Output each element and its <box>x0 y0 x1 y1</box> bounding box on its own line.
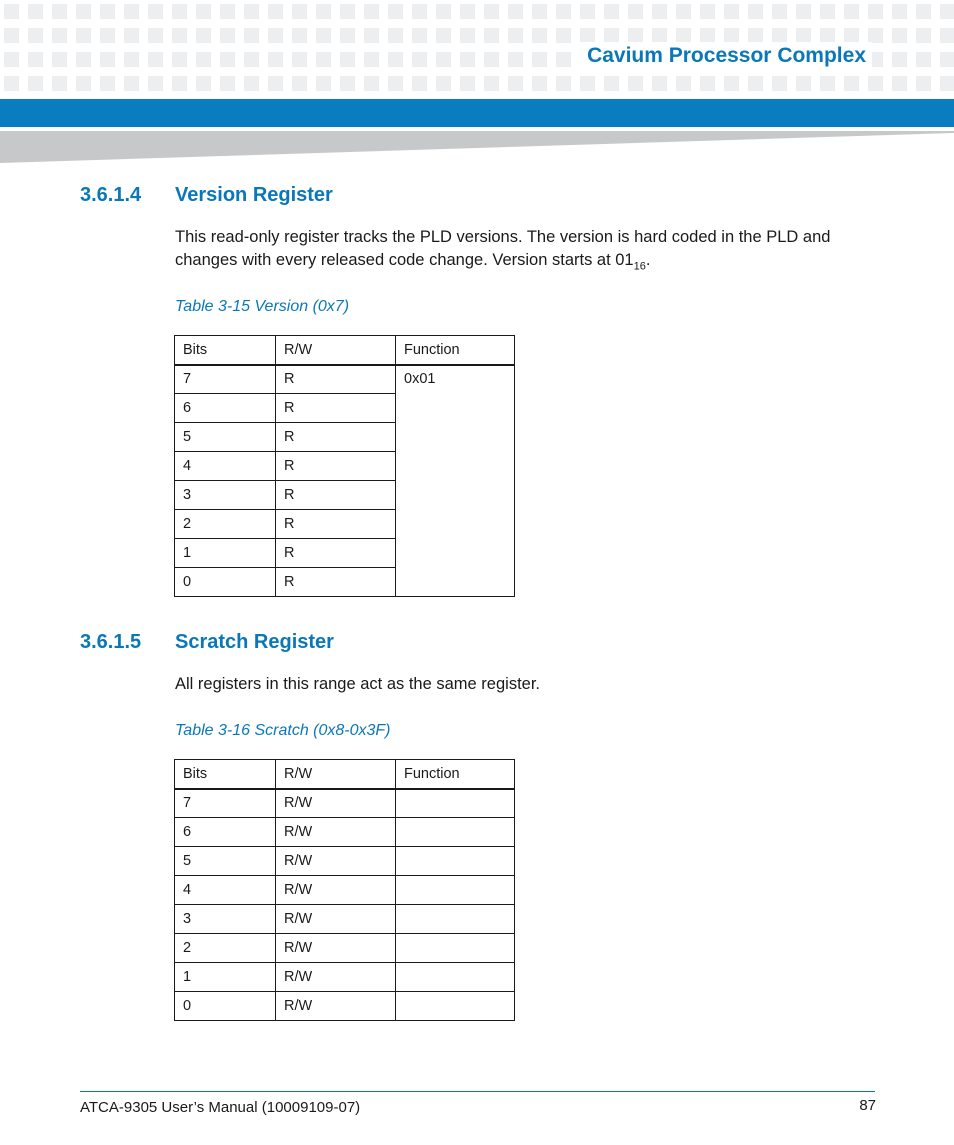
bit-cell: 2 <box>175 510 276 539</box>
pattern-square <box>892 52 907 67</box>
bit-cell: 2 <box>175 934 276 963</box>
pattern-square <box>244 76 259 91</box>
table-row <box>175 847 515 876</box>
section-title: Scratch Register <box>175 631 334 653</box>
pattern-square <box>796 4 811 19</box>
pattern-square <box>700 28 715 43</box>
function-cell <box>396 818 515 847</box>
rw-cell: R/W <box>276 963 396 992</box>
pattern-square <box>436 52 451 67</box>
function-cell <box>396 789 515 818</box>
rw-cell: R/W <box>276 934 396 963</box>
pattern-square <box>52 4 67 19</box>
section-title: Version Register <box>175 184 333 206</box>
pattern-square <box>820 4 835 19</box>
pattern-square <box>124 4 139 19</box>
pattern-square <box>724 4 739 19</box>
rw-cell: R <box>276 510 396 539</box>
table-header-row <box>175 760 515 789</box>
rw-cell: R <box>276 365 396 394</box>
pattern-square <box>436 28 451 43</box>
pattern-square <box>724 76 739 91</box>
pattern-square <box>412 28 427 43</box>
pattern-square <box>148 4 163 19</box>
pattern-square <box>4 52 19 67</box>
rw-cell: R/W <box>276 876 396 905</box>
pattern-square <box>892 4 907 19</box>
table-row <box>175 934 515 963</box>
bit-cell: 0 <box>175 568 276 597</box>
pattern-square <box>676 28 691 43</box>
pattern-square <box>940 76 954 91</box>
pattern-square <box>412 76 427 91</box>
pattern-square <box>388 28 403 43</box>
pattern-square <box>268 4 283 19</box>
scratch-table <box>174 759 515 1021</box>
pattern-square <box>460 76 475 91</box>
pattern-square <box>940 52 954 67</box>
pattern-square <box>28 52 43 67</box>
pattern-square <box>916 52 931 67</box>
pattern-square <box>244 4 259 19</box>
pattern-square <box>52 52 67 67</box>
pattern-square <box>436 4 451 19</box>
pattern-square <box>196 76 211 91</box>
pattern-square <box>364 76 379 91</box>
footer-rule <box>80 1091 875 1092</box>
rw-cell: R <box>276 452 396 481</box>
pattern-square <box>4 4 19 19</box>
table-row <box>175 789 515 818</box>
pattern-square <box>532 52 547 67</box>
pattern-square <box>916 76 931 91</box>
table-row <box>175 992 515 1021</box>
pattern-square <box>580 4 595 19</box>
table-caption-scratch: Table 3-16 Scratch (0x8-0x3F) <box>175 722 391 739</box>
pattern-square <box>52 28 67 43</box>
pattern-square <box>676 4 691 19</box>
function-cell <box>396 934 515 963</box>
pattern-square <box>532 4 547 19</box>
pattern-square <box>652 76 667 91</box>
pattern-square <box>100 28 115 43</box>
pattern-square <box>364 52 379 67</box>
pattern-square <box>388 52 403 67</box>
pattern-square <box>244 52 259 67</box>
pattern-square <box>76 4 91 19</box>
pattern-square <box>604 28 619 43</box>
pattern-square <box>292 4 307 19</box>
pattern-square <box>580 76 595 91</box>
table-header-row <box>175 336 515 365</box>
pattern-square <box>796 28 811 43</box>
pattern-square <box>556 28 571 43</box>
pattern-square <box>676 76 691 91</box>
header-rw: R/W <box>276 336 396 365</box>
bit-cell: 3 <box>175 905 276 934</box>
function-cell <box>396 992 515 1021</box>
header-rw: R/W <box>276 760 396 789</box>
pattern-square <box>220 4 235 19</box>
pattern-square <box>652 28 667 43</box>
chapter-title: Cavium Processor Complex <box>579 42 872 70</box>
bit-cell: 4 <box>175 876 276 905</box>
pattern-square <box>124 76 139 91</box>
pattern-square <box>484 4 499 19</box>
pattern-square <box>580 28 595 43</box>
rw-cell: R <box>276 423 396 452</box>
pattern-square <box>820 28 835 43</box>
version-description <box>175 226 855 278</box>
pattern-square <box>316 28 331 43</box>
rw-cell: R/W <box>276 789 396 818</box>
pattern-square <box>844 4 859 19</box>
pattern-square <box>868 4 883 19</box>
pattern-square <box>28 28 43 43</box>
pattern-square <box>556 76 571 91</box>
pattern-square <box>508 52 523 67</box>
pattern-square <box>748 28 763 43</box>
footer-manual-title: ATCA-9305 User’s Manual (10009109-07) <box>80 1099 361 1116</box>
bit-cell: 6 <box>175 394 276 423</box>
pattern-square <box>148 28 163 43</box>
pattern-square <box>124 52 139 67</box>
pattern-square <box>196 4 211 19</box>
bit-cell: 0 <box>175 992 276 1021</box>
pattern-square <box>556 4 571 19</box>
table-row <box>175 963 515 992</box>
pattern-square <box>532 28 547 43</box>
bit-cell: 5 <box>175 847 276 876</box>
pattern-square <box>748 4 763 19</box>
bit-cell: 6 <box>175 818 276 847</box>
pattern-square <box>628 76 643 91</box>
pattern-square <box>532 76 547 91</box>
pattern-square <box>220 28 235 43</box>
pattern-square <box>340 4 355 19</box>
pattern-square <box>556 52 571 67</box>
header-function: Function <box>396 336 515 365</box>
pattern-square <box>436 76 451 91</box>
pattern-square <box>316 52 331 67</box>
pattern-square <box>388 76 403 91</box>
pattern-square <box>388 4 403 19</box>
pattern-square <box>172 52 187 67</box>
pattern-square <box>124 28 139 43</box>
pattern-square <box>940 28 954 43</box>
section-number: 3.6.1.5 <box>80 631 142 653</box>
pattern-square <box>172 76 187 91</box>
pattern-square <box>628 28 643 43</box>
pattern-square <box>700 76 715 91</box>
bit-cell: 4 <box>175 452 276 481</box>
scratch-description: All registers in this range act as the same register. <box>175 675 540 693</box>
pattern-square <box>148 52 163 67</box>
rw-cell: R/W <box>276 818 396 847</box>
pattern-square <box>844 28 859 43</box>
pattern-square <box>52 76 67 91</box>
pattern-square <box>28 4 43 19</box>
pattern-square <box>796 76 811 91</box>
header-wedge <box>0 131 954 163</box>
function-cell: 0x01 <box>396 365 515 597</box>
pattern-square <box>76 76 91 91</box>
rw-cell: R <box>276 394 396 423</box>
version-table <box>174 335 515 597</box>
bit-cell: 1 <box>175 539 276 568</box>
function-cell <box>396 963 515 992</box>
header-band <box>0 99 954 127</box>
table-caption-version: Table 3-15 Version (0x7) <box>175 298 350 315</box>
pattern-square <box>100 4 115 19</box>
pattern-square <box>412 52 427 67</box>
pattern-square <box>220 76 235 91</box>
pattern-square <box>196 52 211 67</box>
pattern-square <box>748 76 763 91</box>
pattern-square <box>772 76 787 91</box>
header-function: Function <box>396 760 515 789</box>
section-heading-scratch <box>80 631 334 654</box>
pattern-square <box>460 4 475 19</box>
pattern-square <box>364 28 379 43</box>
pattern-square <box>460 28 475 43</box>
bit-cell: 5 <box>175 423 276 452</box>
description-text: This read-only register tracks the PLD versions. The version is hard coded in the PLD and changes with every released code change. Version starts at 01 <box>175 228 831 269</box>
pattern-square <box>772 4 787 19</box>
pattern-square <box>916 4 931 19</box>
function-cell <box>396 876 515 905</box>
rw-cell: R <box>276 481 396 510</box>
pattern-square <box>460 52 475 67</box>
pattern-square <box>508 76 523 91</box>
pattern-square <box>148 76 163 91</box>
pattern-square <box>220 52 235 67</box>
pattern-square <box>604 4 619 19</box>
pattern-square <box>244 28 259 43</box>
pattern-square <box>316 4 331 19</box>
table-row <box>175 818 515 847</box>
pattern-square <box>700 4 715 19</box>
pattern-square <box>4 28 19 43</box>
pattern-square <box>892 28 907 43</box>
pattern-square <box>484 52 499 67</box>
pattern-square <box>268 76 283 91</box>
pattern-square <box>940 4 954 19</box>
pattern-square <box>172 4 187 19</box>
pattern-square <box>508 4 523 19</box>
pattern-square <box>196 28 211 43</box>
pattern-square <box>268 52 283 67</box>
pattern-square <box>172 28 187 43</box>
rw-cell: R/W <box>276 905 396 934</box>
pattern-square <box>76 28 91 43</box>
pattern-square <box>340 52 355 67</box>
header-bits: Bits <box>175 336 276 365</box>
section-heading-version <box>80 184 333 207</box>
pattern-square <box>892 76 907 91</box>
description-subscript: 16 <box>633 260 646 273</box>
pattern-square <box>100 76 115 91</box>
bit-cell: 1 <box>175 963 276 992</box>
pattern-square <box>268 28 283 43</box>
page-number: 87 <box>859 1097 876 1114</box>
pattern-square <box>484 28 499 43</box>
pattern-square <box>76 52 91 67</box>
pattern-square <box>772 28 787 43</box>
pattern-square <box>844 76 859 91</box>
pattern-square <box>484 76 499 91</box>
pattern-square <box>292 52 307 67</box>
function-cell <box>396 905 515 934</box>
pattern-square <box>820 76 835 91</box>
pattern-square <box>340 28 355 43</box>
pattern-square <box>4 76 19 91</box>
pattern-square <box>724 28 739 43</box>
function-cell <box>396 847 515 876</box>
table-row <box>175 905 515 934</box>
pattern-square <box>316 76 331 91</box>
pattern-square <box>604 76 619 91</box>
pattern-square <box>364 4 379 19</box>
pattern-square <box>868 28 883 43</box>
rw-cell: R <box>276 539 396 568</box>
table-row <box>175 365 515 394</box>
bit-cell: 7 <box>175 365 276 394</box>
description-end: . <box>645 251 651 269</box>
pattern-square <box>100 52 115 67</box>
pattern-square <box>340 76 355 91</box>
pattern-square <box>916 28 931 43</box>
pattern-square <box>28 76 43 91</box>
section-number: 3.6.1.4 <box>80 184 142 206</box>
rw-cell: R <box>276 568 396 597</box>
rw-cell: R/W <box>276 992 396 1021</box>
bit-cell: 7 <box>175 789 276 818</box>
pattern-square <box>508 28 523 43</box>
pattern-square <box>292 28 307 43</box>
pattern-square <box>628 4 643 19</box>
header-bits: Bits <box>175 760 276 789</box>
pattern-square <box>868 76 883 91</box>
pattern-square <box>292 76 307 91</box>
pattern-square <box>412 4 427 19</box>
pattern-square <box>652 4 667 19</box>
rw-cell: R/W <box>276 847 396 876</box>
table-row <box>175 876 515 905</box>
bit-cell: 3 <box>175 481 276 510</box>
